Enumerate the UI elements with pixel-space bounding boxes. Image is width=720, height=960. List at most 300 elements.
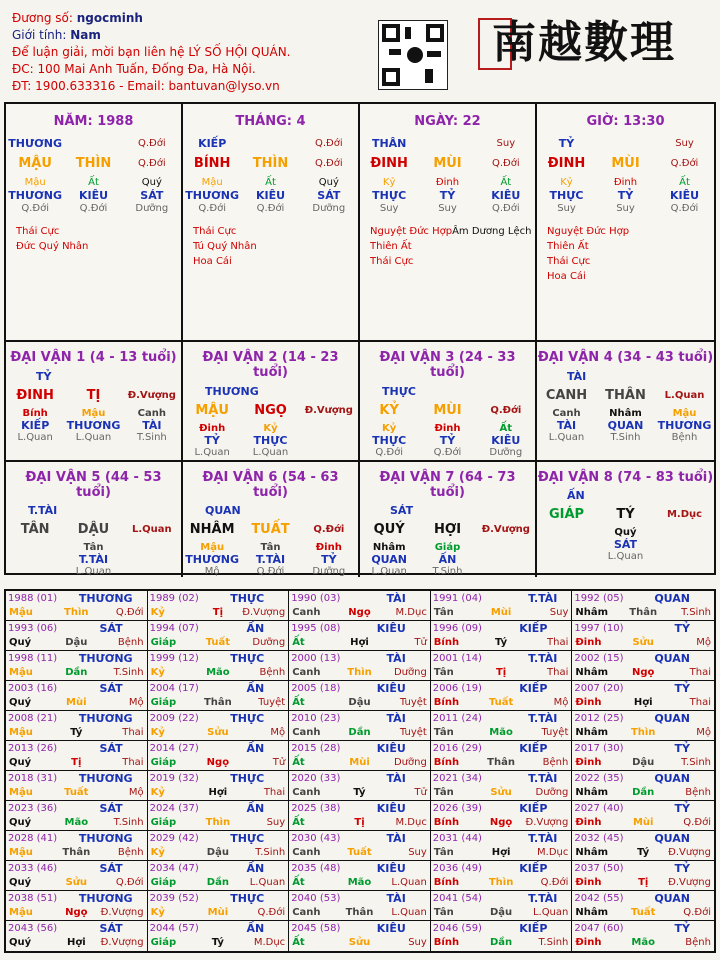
year-can: Canh	[292, 606, 321, 618]
year-header	[572, 831, 714, 845]
dai-van-2	[183, 342, 360, 462]
year-god: ẤN	[246, 921, 265, 935]
year-god: ẤN	[246, 861, 265, 875]
stage-1: Q.Đới	[21, 203, 50, 214]
year-can: Nhâm	[575, 606, 609, 618]
hidden-god-1: KIẾP	[21, 419, 50, 432]
year-can: Giáp	[150, 636, 177, 648]
year-label: 1995 (08)	[291, 622, 341, 634]
year-chi: Sửu	[490, 786, 512, 798]
year-header	[431, 621, 572, 635]
year-god: KIÊU	[376, 681, 406, 695]
year-body	[6, 785, 147, 799]
dai-van-3	[360, 342, 537, 462]
year-cell	[289, 741, 431, 771]
year-chi: Mùi	[490, 606, 512, 618]
year-cell	[572, 681, 714, 711]
year-header	[572, 621, 714, 635]
year-god: TỶ	[674, 621, 690, 635]
year-header	[431, 771, 572, 785]
year-can: Quý	[9, 636, 32, 648]
year-label: 2038 (51)	[8, 892, 58, 904]
year-cell	[148, 921, 290, 951]
dai-van-can: GIÁP	[548, 507, 585, 522]
year-god: QUAN	[654, 891, 690, 905]
year-chi: Thân	[487, 756, 515, 768]
year-can: Quý	[9, 756, 32, 768]
year-god: TÀI	[386, 771, 406, 785]
year-stage: Đ.Vượng	[100, 936, 144, 948]
pillar-chi: THÌN	[75, 156, 112, 171]
year-header	[6, 861, 147, 875]
year-chi: Hợi	[491, 846, 511, 858]
stage-1: Q.Đới	[375, 447, 404, 458]
year-cell	[572, 891, 714, 921]
hidden-god-3: KIÊU	[491, 434, 521, 447]
year-label: 2031 (44)	[432, 832, 482, 844]
year-chi: Mão	[489, 726, 513, 738]
year-god: THỰC	[230, 651, 265, 665]
year-header	[6, 591, 147, 605]
hidden-stem-2: Đinh	[435, 177, 460, 188]
year-label: 2008 (21)	[8, 712, 58, 724]
dai-van-gods	[360, 553, 535, 566]
year-label: 2027 (40)	[574, 802, 624, 814]
stage-3: Q.Đới	[670, 203, 699, 214]
dai-van-can: NHÂM	[189, 522, 235, 537]
year-cell	[148, 891, 290, 921]
pillar-gods-row	[183, 189, 358, 202]
note-item: Hoa Cái	[547, 271, 586, 282]
stage-3: Q.Đới	[491, 203, 520, 214]
year-chi: Thìn	[64, 606, 89, 618]
year-cell	[148, 771, 290, 801]
year-can: Kỷ	[150, 906, 165, 918]
year-stage: M.Dục	[395, 606, 427, 618]
year-cell	[572, 591, 714, 621]
hidden-stem-2: Đinh	[613, 177, 638, 188]
year-header	[289, 651, 430, 665]
pillar-chi: THÌN	[252, 156, 289, 171]
year-body	[431, 635, 572, 649]
stage-2: Suy	[438, 203, 457, 214]
year-chi: Dần	[348, 726, 371, 738]
year-header	[431, 711, 572, 725]
year-can: Mậu	[9, 726, 33, 738]
year-header	[572, 651, 714, 665]
year-label: 2010 (23)	[291, 712, 341, 724]
dai-van-main	[360, 522, 535, 537]
year-stage: T.Sinh	[113, 666, 144, 678]
year-label: 2022 (35)	[574, 772, 624, 784]
year-body	[6, 875, 147, 889]
year-cell	[289, 651, 431, 681]
year-god: TỶ	[674, 801, 690, 815]
hidden-stem-3: Canh	[137, 408, 166, 419]
year-body	[431, 815, 572, 829]
year-body	[572, 815, 714, 829]
year-cell	[572, 861, 714, 891]
pillar-gods-row	[537, 189, 714, 202]
year-stage: Tuyệt	[258, 696, 286, 708]
year-label: 1989 (02)	[149, 592, 199, 604]
stage-3: Bệnh	[671, 432, 698, 443]
year-header	[148, 801, 289, 815]
year-can: Tân	[433, 786, 454, 798]
year-can: Kỷ	[150, 726, 165, 738]
year-label: 1996 (09)	[432, 622, 482, 634]
year-stage: Đ.Vượng	[525, 816, 569, 828]
year-cell	[431, 621, 573, 651]
year-can: Mậu	[9, 846, 33, 858]
year-cell	[572, 711, 714, 741]
year-can: Giáp	[150, 816, 177, 828]
year-can: Bính	[433, 876, 460, 888]
year-cell	[289, 891, 431, 921]
year-god: ẤN	[246, 801, 265, 815]
dai-van-god: TÀI	[567, 370, 587, 383]
pillar-god: THÂN	[371, 137, 407, 150]
hidden-stem-1: Bính	[22, 408, 48, 419]
year-stage: Bệnh	[685, 936, 711, 948]
year-cell	[289, 921, 431, 951]
year-stage: Mộ	[128, 786, 144, 798]
year-chi: Tuất	[205, 636, 231, 648]
year-header	[6, 921, 147, 935]
year-stage: Thai	[547, 636, 569, 648]
pillar-hidden-row	[360, 177, 535, 188]
dai-van-hidden	[537, 408, 714, 419]
year-label: 1997 (10)	[574, 622, 624, 634]
year-stage: L.Quan	[391, 906, 427, 918]
year-stage: Bệnh	[117, 636, 144, 648]
dai-van-god: ẤN	[567, 489, 585, 502]
year-god: TÀI	[386, 891, 406, 905]
year-header	[431, 591, 572, 605]
year-header	[148, 891, 289, 905]
dai-van-hidden	[183, 423, 358, 434]
owner-value: ngocminh	[76, 11, 143, 25]
year-stage: L.Quan	[391, 876, 427, 888]
dai-van-stages	[360, 566, 535, 577]
year-cell	[148, 591, 290, 621]
dai-van-title: ĐẠI VẬN 6 (54 - 63 tuổi)	[202, 470, 339, 500]
pillar-can: MẬU	[18, 156, 52, 171]
hidden-stem-2: Nhâm	[609, 408, 642, 419]
year-stage: Tuyệt	[541, 726, 569, 738]
stage-2: T.Sinh	[432, 566, 463, 577]
hidden-god-2: KIÊU	[255, 189, 286, 202]
dai-van-god: SÁT	[390, 504, 414, 517]
year-header	[289, 621, 430, 635]
stage-3: Dưỡng	[312, 203, 346, 214]
year-can: Kỷ	[150, 666, 165, 678]
year-god: THỰC	[230, 831, 265, 845]
year-label: 1990 (03)	[291, 592, 341, 604]
year-chi: Tý	[70, 726, 83, 738]
year-label: 1991 (04)	[432, 592, 482, 604]
note-item: Thái Cực	[193, 226, 237, 237]
year-chi: Tuất	[347, 846, 372, 858]
pillar-hidden-row	[183, 177, 358, 188]
year-cell	[572, 771, 714, 801]
year-stage: M.Dục	[395, 816, 427, 828]
year-body	[148, 635, 289, 649]
year-header	[289, 801, 430, 815]
year-chi: Tý	[353, 786, 366, 798]
pillar-gods-row	[360, 189, 535, 202]
dai-van-main	[6, 388, 181, 403]
year-stage: Bệnh	[117, 846, 144, 858]
pillar-top-row	[183, 137, 358, 150]
year-cell	[289, 621, 431, 651]
year-god: TÀI	[386, 711, 406, 725]
pillar-1	[6, 104, 183, 342]
year-can: Kỷ	[150, 786, 165, 798]
year-chi: Tị	[638, 876, 649, 888]
year-god: T.TÀI	[528, 711, 558, 725]
year-header	[431, 831, 572, 845]
year-stage: L.Quan	[249, 876, 286, 888]
dai-van-6	[183, 462, 360, 577]
gender-label: Giới tính:	[12, 28, 67, 42]
year-god: TỶ	[674, 741, 690, 755]
year-header	[572, 921, 714, 935]
year-label: 2007 (20)	[574, 682, 624, 694]
year-label: 2011 (24)	[432, 712, 482, 724]
year-god: TỶ	[674, 861, 690, 875]
year-stage: Mộ	[696, 636, 711, 648]
dai-van-title: ĐẠI VẬN 3 (24 - 33 tuổi)	[379, 350, 516, 380]
year-body	[6, 845, 147, 859]
year-chi: Thìn	[488, 876, 514, 888]
year-body	[148, 755, 289, 769]
year-stage: T.Sinh	[681, 756, 711, 768]
year-header	[148, 711, 289, 725]
year-body	[148, 605, 289, 619]
year-cell	[289, 831, 431, 861]
hidden-god-1: TÀI	[556, 419, 577, 432]
year-chi: Dậu	[632, 756, 655, 768]
stage-3: Dưỡng	[489, 447, 523, 458]
stage-1: L.Quan	[548, 432, 585, 443]
year-can: Quý	[9, 696, 32, 708]
year-god: KIÊU	[376, 921, 406, 935]
stage-1: Mộ	[204, 566, 220, 577]
year-can: Tân	[433, 726, 454, 738]
year-label: 2003 (16)	[8, 682, 58, 694]
year-body	[572, 725, 714, 739]
pillar-god: KIẾP	[198, 137, 227, 150]
year-body	[6, 755, 147, 769]
year-label: 2001 (14)	[432, 652, 482, 664]
dai-van-chi: HỢI	[433, 522, 462, 537]
year-body	[431, 845, 572, 859]
year-header	[431, 741, 572, 755]
dai-van-can: TÂN	[20, 522, 50, 537]
year-god: THƯƠNG	[78, 891, 133, 905]
year-can: Canh	[292, 786, 321, 798]
year-chi: Dần	[65, 666, 88, 678]
year-body	[148, 665, 289, 679]
year-god: KIẾP	[519, 741, 548, 755]
hidden-stem-2: Đinh	[434, 423, 461, 434]
dai-van-can: CANH	[545, 388, 588, 403]
year-can: Bính	[433, 636, 460, 648]
stage-1: L.Quan	[17, 432, 53, 443]
year-body	[289, 815, 430, 829]
year-header	[572, 591, 714, 605]
year-can: Canh	[292, 666, 321, 678]
year-chi: Ngọ	[348, 606, 371, 618]
year-label: 2002 (15)	[574, 652, 624, 664]
year-god: SÁT	[99, 921, 123, 935]
year-body	[431, 725, 572, 739]
year-can: Đinh	[575, 696, 602, 708]
year-chi: Tý	[637, 846, 650, 858]
year-body	[148, 815, 289, 829]
stage-1: Suy	[557, 203, 576, 214]
pillar-notes	[360, 224, 535, 269]
year-chi: Thìn	[205, 816, 231, 828]
year-label: 2026 (39)	[432, 802, 482, 814]
year-can: Bính	[433, 696, 460, 708]
stage-1: L.Quan	[194, 447, 230, 458]
dai-van-chi: THÂN	[605, 388, 646, 403]
pillar-notes	[6, 224, 181, 254]
year-stage: Q.Đới	[115, 876, 144, 888]
year-chi: Dậu	[490, 906, 513, 918]
year-can: Mậu	[9, 606, 33, 618]
year-label: 2047 (60)	[574, 922, 624, 934]
year-body	[6, 665, 147, 679]
hidden-stem-1: Kỷ	[560, 177, 573, 188]
dai-van-stages	[537, 551, 714, 562]
year-stage: L.Quan	[532, 906, 569, 918]
year-body	[148, 695, 289, 709]
year-can: Đinh	[575, 636, 602, 648]
year-stage: Tử	[414, 786, 427, 798]
year-body	[148, 845, 289, 859]
year-can: Kỷ	[150, 606, 165, 618]
year-body	[289, 635, 430, 649]
year-label: 2017 (30)	[574, 742, 624, 754]
pillar-can: BÍNH	[193, 156, 231, 171]
stage-2: L.Quan	[75, 432, 112, 443]
pillar-chi-stage: Q.Đới	[314, 158, 343, 169]
year-god: THƯƠNG	[78, 591, 133, 605]
year-body	[148, 785, 289, 799]
year-can: Đinh	[575, 936, 602, 948]
pillar-chi-stage: Q.Đới	[670, 158, 699, 169]
hidden-god-2: SÁT	[613, 538, 638, 551]
year-header	[148, 861, 289, 875]
year-label: 2005 (18)	[291, 682, 341, 694]
year-can: Bính	[433, 936, 460, 948]
year-can: Mậu	[9, 786, 33, 798]
year-stage: Thai	[263, 786, 286, 798]
dai-van-stages	[360, 447, 535, 458]
year-label: 2006 (19)	[432, 682, 482, 694]
year-body	[6, 605, 147, 619]
year-body	[572, 665, 714, 679]
year-stage: Q.Đới	[257, 906, 286, 918]
dai-van-gods	[183, 434, 358, 447]
year-god: KIÊU	[376, 861, 406, 875]
note-item: Thái Cực	[547, 256, 591, 267]
year-stage: T.Sinh	[681, 606, 711, 618]
year-can: Đinh	[575, 756, 602, 768]
year-cell	[431, 591, 573, 621]
year-label: 2035 (48)	[291, 862, 341, 874]
year-body	[289, 905, 430, 919]
year-stage: M.Dục	[253, 936, 286, 948]
pillar-can: ĐINH	[370, 156, 408, 171]
dai-van-main	[183, 403, 358, 418]
qr-code-icon	[378, 20, 448, 90]
year-cell	[148, 801, 290, 831]
year-cell	[6, 801, 148, 831]
pillar-hidden-row	[537, 177, 714, 188]
year-body	[289, 665, 430, 679]
year-chi: Hợi	[66, 936, 86, 948]
year-body	[431, 755, 572, 769]
year-can: Quý	[9, 816, 32, 828]
year-header	[6, 831, 147, 845]
year-body	[431, 875, 572, 889]
year-god: KIẾP	[519, 681, 548, 695]
year-can: Giáp	[150, 876, 177, 888]
hidden-stem-1: Nhâm	[372, 542, 406, 553]
dai-van-chi: NGỌ	[254, 403, 287, 418]
phone-email-line[interactable]: ĐT: 1900.633316 - Email: bantuvan@lyso.vn	[12, 79, 280, 93]
pillar-notes	[183, 224, 358, 269]
year-god: T.TÀI	[528, 771, 558, 785]
year-stage: Tuyệt	[399, 696, 427, 708]
year-chi: Tý	[211, 936, 224, 948]
stage-2: T.Sinh	[610, 432, 641, 443]
year-header	[431, 651, 572, 665]
year-header	[289, 711, 430, 725]
year-can: Ất	[292, 636, 305, 648]
pillar-main-row	[6, 156, 181, 171]
dai-van-gods	[537, 538, 714, 551]
year-chi: Mùi	[207, 906, 229, 918]
year-stage: Mộ	[696, 726, 711, 738]
year-cell	[431, 921, 573, 951]
year-cell	[572, 651, 714, 681]
year-chi: Mão	[64, 816, 89, 828]
year-cell	[6, 621, 148, 651]
address-line: ĐC: 100 Mai Anh Tuấn, Đống Đa, Hà Nội.	[12, 62, 256, 76]
year-cell	[431, 891, 573, 921]
dai-van-stage: Đ.Vượng	[304, 405, 353, 416]
dai-van-title: ĐẠI VẬN 7 (64 - 73 tuổi)	[379, 470, 516, 500]
year-body	[6, 725, 147, 739]
hidden-god-2: T.TÀI	[255, 553, 286, 566]
year-god: QUAN	[654, 711, 690, 725]
year-body	[289, 845, 430, 859]
year-body	[431, 935, 572, 949]
hidden-god-2: KIÊU	[78, 189, 109, 202]
year-god: QUAN	[654, 651, 690, 665]
annual-table	[4, 589, 716, 953]
hidden-stem-2: Ất	[265, 177, 276, 188]
year-chi: Thân	[203, 696, 232, 708]
year-chi: Thìn	[347, 666, 372, 678]
dai-van-stages	[183, 447, 358, 458]
year-stage: Mộ	[553, 696, 569, 708]
